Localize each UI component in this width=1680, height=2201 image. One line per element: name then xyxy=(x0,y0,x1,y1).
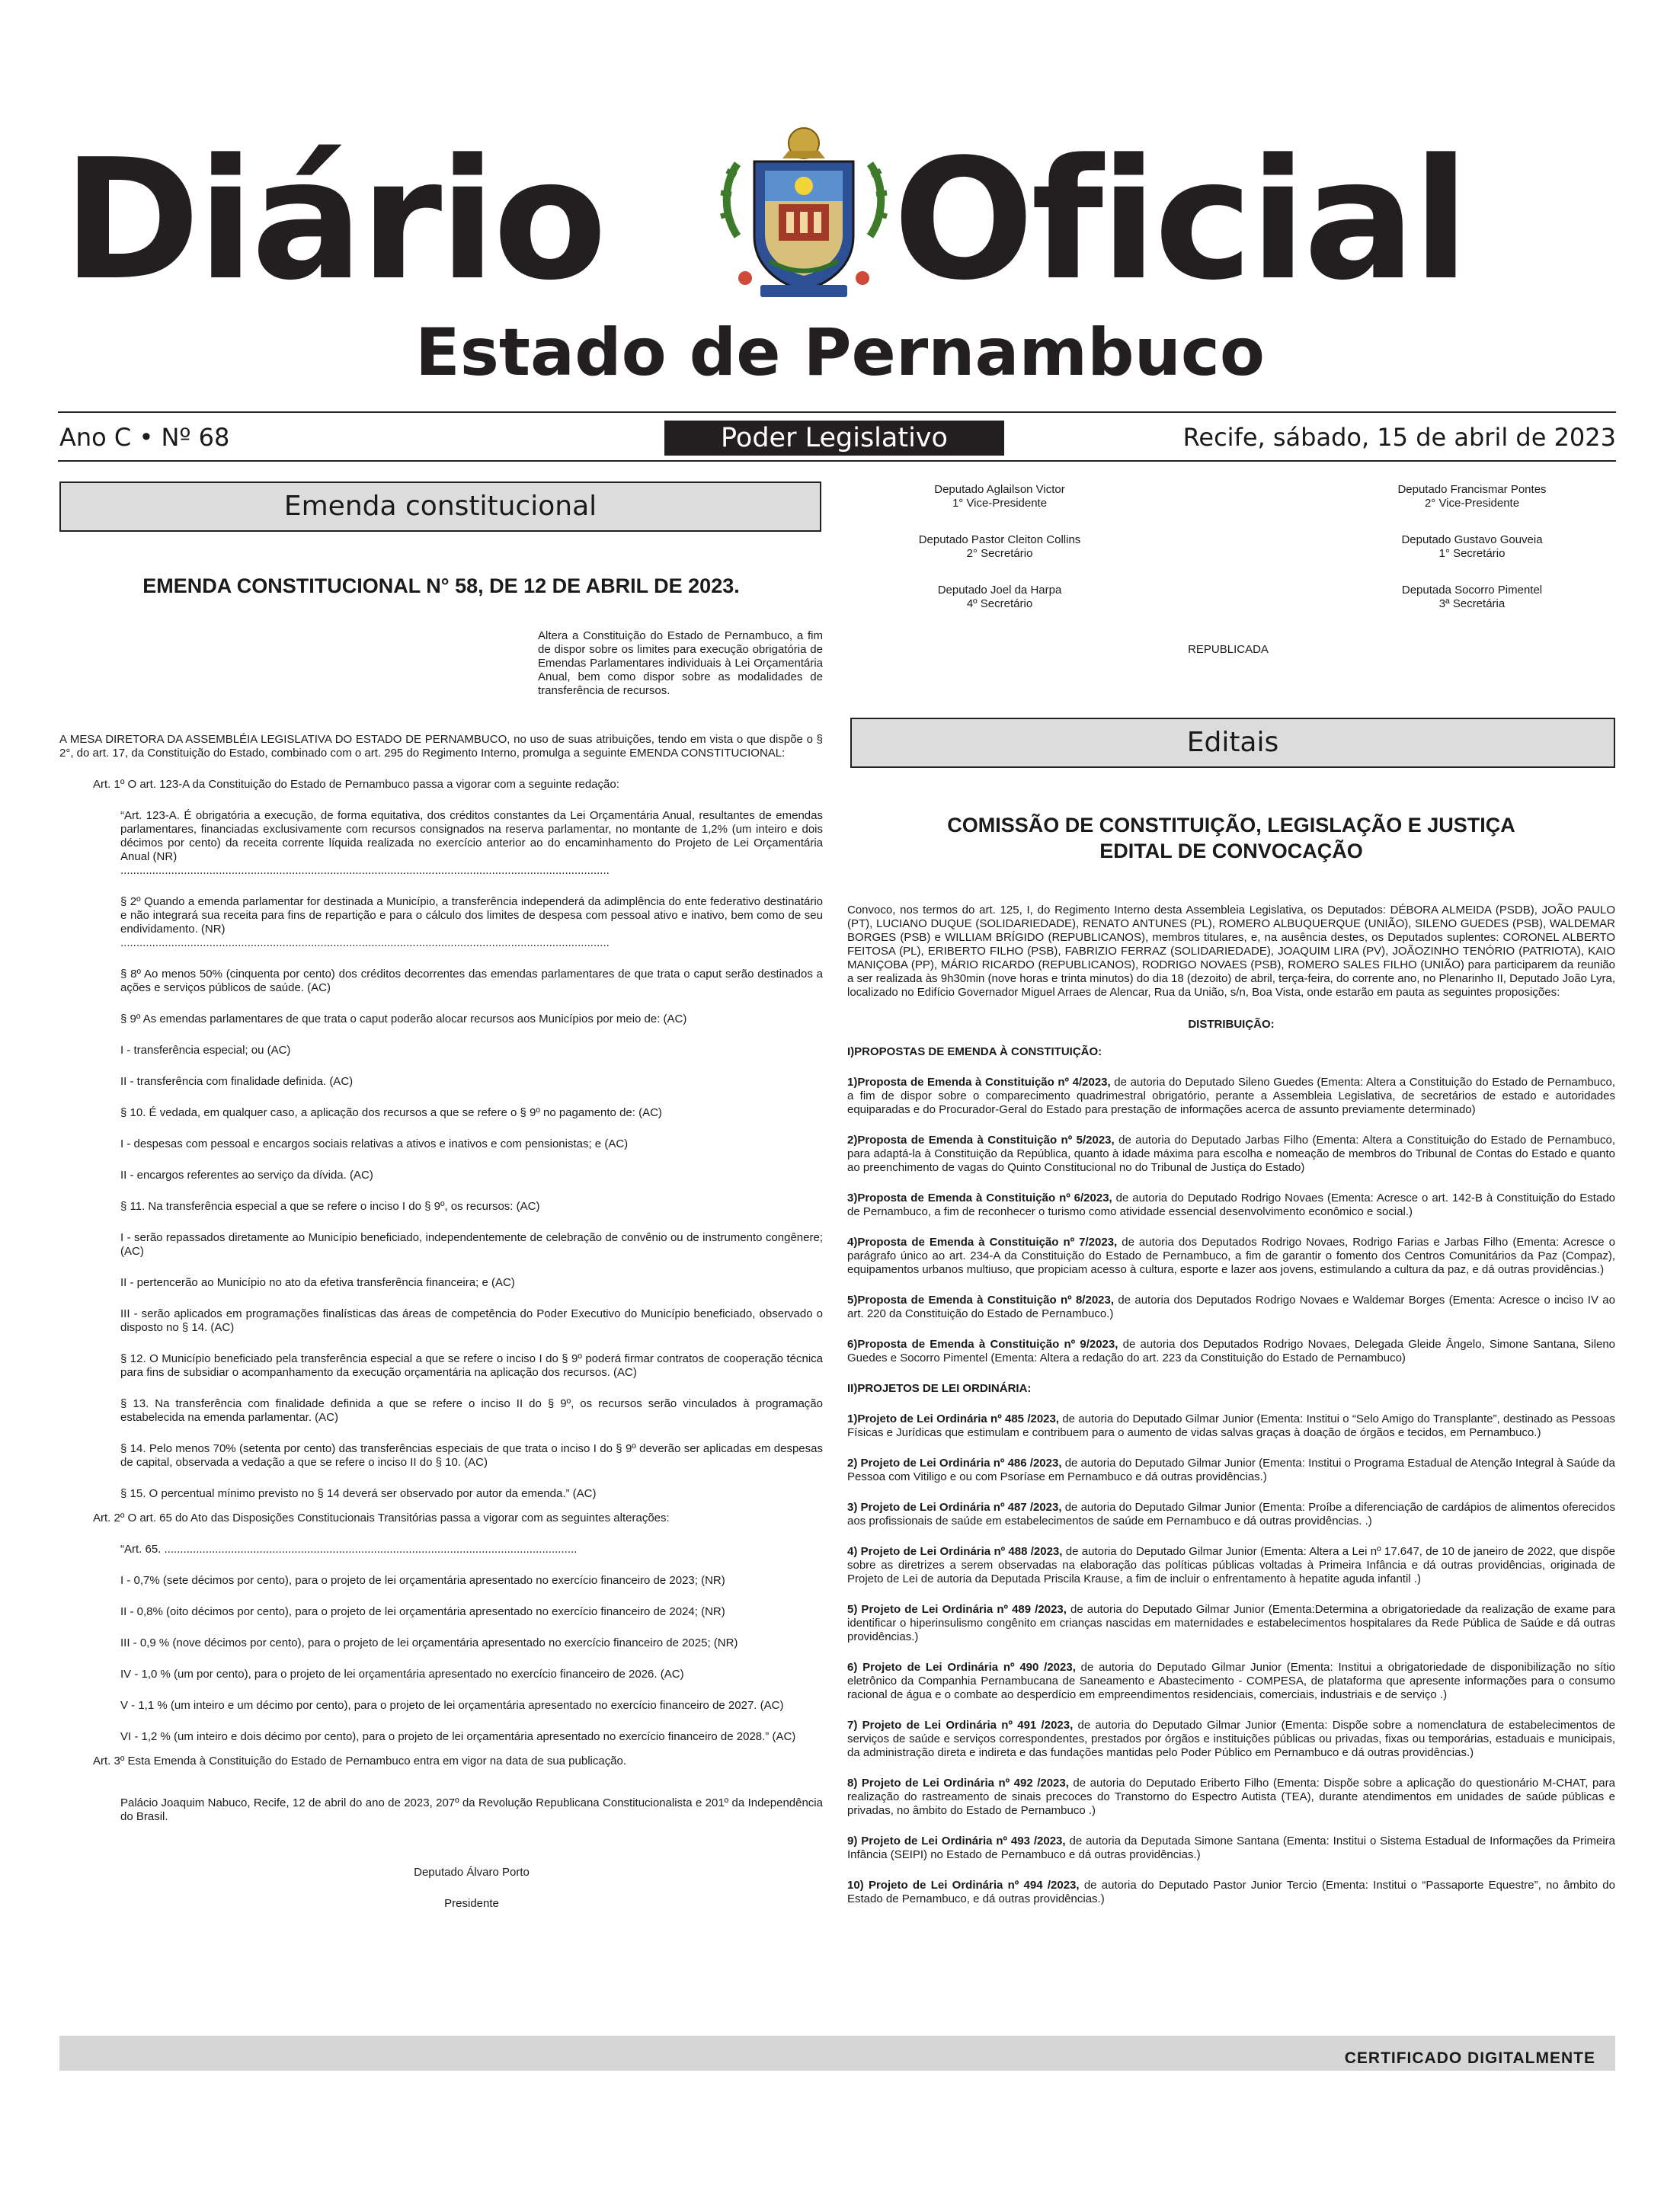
art-65-inciso-2: II - 0,8% (oito décimos por cento), para o projeto de lei orçamentária apresentado no exercício financeiro de 2024; (NR) xyxy=(120,1605,725,1618)
item-text: de autoria do Deputado Sileno Guedes (Ementa: Altera a Constituição do Estado de Pernambuco, a fim de dispor sobre o comparecimento quadrimestral obrigatório, perante a Assembleia Legislativa, de secretários de estado e autoridades equiparadas e do Procurador-Geral do Estado para prestação de informações acerca de assunto previamente determinado) xyxy=(847,1076,1616,1116)
officer-name: Deputado Gustavo Gouveia xyxy=(1401,533,1543,546)
section-header-editais: Editais xyxy=(850,718,1615,768)
issue-number: Ano C • Nº 68 xyxy=(59,423,230,452)
list-item xyxy=(847,1777,1615,1818)
officer-name: Deputado Francismar Pontes xyxy=(1397,483,1547,496)
item-text: de autoria do Deputado Gilmar Junior (Ementa: Dispõe sobre a nomenclatura de estabelecimentos de serviços de saúde e serviços correspondentes, prestados por órgãos e instituições públicas ou privadas, fixas ou temporárias, estaduais e municipais, da administração direta e indireta e das fundações mantidas pelo Poder Público em Pernambuco e dá outras providências.) xyxy=(847,1719,1615,1759)
masthead xyxy=(0,122,1680,320)
edital-heading xyxy=(847,812,1615,864)
list-item xyxy=(847,1192,1615,1219)
convocation-text: Convoco, nos termos do art. 125, I, do Regimento Interno desta Assembleia Legislativa, os Deputados: DÉBORA ALMEIDA (PSDB), JOÃO PAULO (PT), LUCIANO DUQUE (SOLIDARIEDADE), RENATO ANTUNES (PL), ROMERO ALBUQUERQUE (UNIÃO), SILENO GUEDES (PSB), WALDEMAR BORGES (PSB) e WILLIAM BRÍGIDO (REPUBLICANOS), membros titulares, e, na ausência destes, os Deputados suplentes: CORONEL ALBERTO FEITOSA (PL), ERIBERTO FILHO (PSB), FABRIZIO FERRAZ (SOLIDARIEDADE), JOAQUIM LIRA (PV), JOÃOZINHO TENÓRIO (PATRIOTA), KAIO MANIÇOBA (PP), MÁRIO RICARDO (REPUBLICANOS), RODRIGO NOVAES (PSB), ROMERO SALES FILHO (UNIÃO) para participarem da reunião a ser realizada às 9h30min (nove horas e trinta minutos) do dia 18 (dezoito) de abril, terça-feira, do corrente ano, no Plenarinho II, Deputado João Lyra, localizado no Edifício Governador Miguel Arraes de Alencar, Rua da União, s/n, Boa Vista, onde estarão em pauta as seguintes proposições: xyxy=(847,904,1615,999)
list-item xyxy=(847,1457,1615,1484)
item-text: de autoria do Deputado Gilmar Junior (Ementa: Altera a Lei nº 17.647, de 10 de janeiro de 2022, que dispõe sobre as diretrizes a serem observadas na elaboração das políticas públicas voltadas à Primeira Infância e dá outras providências, originada de Projeto de Lei de autoria da Deputada Priscila Krause, a fim de incluir o enfrentamento à hepatite aguda infantil .) xyxy=(847,1545,1615,1585)
art-123a-caput: “Art. 123-A. É obrigatória a execução, de forma equitativa, dos créditos constantes da Lei Orçamentária Anual, resultantes de emendas parlamentares, financiadas exclusivamente com recursos consignados na reserva parlamentar, no montante de 1,2% (um inteiro e dois décimos por cento) da receita corrente líquida realizada no exercício anterior ao do encaminhamento do Projeto de Lei Orçamentária Anual (NR) xyxy=(120,809,823,863)
list-item xyxy=(847,1412,1615,1440)
masthead-title-left: Diário xyxy=(62,124,604,317)
item-text: de autoria dos Deputados Rodrigo Novaes, Delegada Gleide Ângelo, Simone Santana, Sileno Guedes e Socorro Pimentel (Ementa: Altera a redação do art. 223 da Constituição do Estado de Pernambuco) xyxy=(847,1338,1616,1364)
section-badge: Poder Legislativo xyxy=(664,421,1004,456)
item-head: 2)Proposta de Emenda à Constituição nº 5/2023, xyxy=(847,1134,1115,1147)
item-text: de autoria do Deputado Jarbas Filho (Ementa: Altera a Constituição do Estado de Pernambuco, para adaptá-la à Constituição da República, quanto à idade máxima para escolha e nomeação de membros do Tribunal de Contas do Estado e quanto ao preenchimento de vagas do Quinto Constitucional no do Tribunal de Justiça do Estado) xyxy=(847,1134,1615,1174)
list-item xyxy=(847,1719,1615,1760)
art-65-inciso-4: IV - 1,0 % (um por cento), para o projeto de lei orçamentária apresentado no exercício financeiro de 2026. (AC) xyxy=(120,1668,684,1681)
pl-list xyxy=(847,1412,1615,1906)
item-text: de autoria do Deputado Gilmar Junior (Ementa: Institui a obrigatoriedade de disponibilização no sítio eletrônico da Companhia Pernambucana de Saneamento e Abastecimento - COMPESA, de plataforma que apresente informações para o consumo racional de água e o combate ao desperdício em empreendimentos residenciais, comerciais, industriais e de serviço .) xyxy=(847,1661,1615,1701)
item-text: de autoria dos Deputados Rodrigo Novaes e Waldemar Borges (Ementa: Acresce o inciso IV ao art. 220 da Constituição do Estado de Pernambuco.) xyxy=(847,1294,1615,1320)
dots-line: .......................................................................................................................................................... xyxy=(120,936,610,949)
paragraph-15: § 15. O percentual mínimo previsto no § 14 deverá ser observado por autor da emenda.” (AC) xyxy=(120,1487,597,1500)
amendment-title: EMENDA CONSTITUCIONAL N° 58, DE 12 DE ABRIL DE 2023. xyxy=(142,574,740,597)
officer-name: Deputado Pastor Cleiton Collins xyxy=(918,533,1081,546)
amendment-ementa: Altera a Constituição do Estado de Pernambuco, a fim de dispor sobre os limites para execução obrigatória de Emendas Parlamentares individuais à Lei Orçamentária Anual, bem como dispor sobre as modalidades de transferência de recursos. xyxy=(538,629,823,697)
distribution-label: DISTRIBUIÇÃO: xyxy=(1188,1018,1275,1031)
paragraph-10-inciso-1: I - despesas com pessoal e encargos sociais relativas a ativos e inativos e com pensionistas; e (AC) xyxy=(120,1137,629,1150)
amendment-body xyxy=(59,733,823,1911)
header-rule-top xyxy=(58,411,1616,413)
paragraph-11: § 11. Na transferência especial a que se refere o inciso I do § 9º, os recursos: (AC) xyxy=(120,1200,540,1213)
item-head: 6) Projeto de Lei Ordinária nº 490 /2023, xyxy=(847,1661,1076,1674)
officer-role: 1° Vice-Presidente xyxy=(952,497,1048,510)
item-head: 5)Proposta de Emenda à Constituição nº 8/2023, xyxy=(847,1294,1115,1307)
dots-line: .......................................................................................................................................................... xyxy=(120,864,610,877)
art-65-inciso-1: I - 0,7% (sete décimos por cento), para o projeto de lei orçamentária apresentado no exercício financeiro de 2023; (NR) xyxy=(120,1574,725,1587)
paragraph-9-inciso-1: I - transferência especial; ou (AC) xyxy=(120,1044,291,1057)
paragraph-14: § 14. Pelo menos 70% (setenta por cento) das transferências especiais de que trata o inciso I do § 9º deverão ser aplicadas em despesas de capital, observada a vedação a que se refere o inciso II do § 10. (AC) xyxy=(120,1442,823,1469)
officer-4 xyxy=(1358,533,1586,561)
item-text: de autoria dos Deputados Rodrigo Novaes, Rodrigo Farias e Jarbas Filho (Ementa: Acresce o parágrafo único ao art. 234-A da Constituição do Estado de Pernambuco, a fim de garantir o fomento dos Centros Comunitários da Paz (Compaz), equipamentos urbanos multiuso, que propiciam acesso à cultura, esporte e lazer aos jovens, estimulando a cultura da paz, e dá outras providências.) xyxy=(847,1236,1615,1276)
officer-name: Deputada Socorro Pimentel xyxy=(1401,584,1543,597)
list-item xyxy=(847,1501,1615,1528)
paragraph-12: § 12. O Município beneficiado pela transferência especial a que se refere o inciso I do § 9º poderá firmar contratos de cooperação técnica para fins de subsidiar o acompanhamento da execução orçamentária na aplicação dos recursos. (AC) xyxy=(120,1352,823,1379)
item-head: 6)Proposta de Emenda à Constituição nº 9/2023, xyxy=(847,1338,1118,1351)
paragraph-9-inciso-2: II - transferência com finalidade definida. (AC) xyxy=(120,1075,354,1088)
commission-subtitle: EDITAL DE CONVOCAÇÃO xyxy=(1099,840,1363,862)
section-header-emenda: Emenda constitucional xyxy=(59,481,821,532)
item-text: de autoria do Deputado Gilmar Junior (Ementa: Institui o “Selo Amigo do Transplante”, destinado as Pessoas Físicas e Jurídicas que estimulam e contribuem para o aumento de vidas salvas graças à doação de órgãos e tecidos, em Pernambuco.) xyxy=(847,1412,1615,1439)
signature-place-date: Palácio Joaquim Nabuco, Recife, 12 de abril do ano de 2023, 207º da Revolução Republicana Constitucionalista e 201º da Independência do Brasil. xyxy=(120,1796,823,1823)
item-text: de autoria do Deputado Gilmar Junior (Ementa: Proíbe a diferenciação de cardápios de alimentos oferecidos aos profissionais de saúde em estabelecimentos de saúde em Pernambuco e dá outras providências. .) xyxy=(847,1501,1616,1528)
item-head: 1)Projeto de Lei Ordinária nº 485 /2023, xyxy=(847,1412,1060,1425)
item-head: 8) Projeto de Lei Ordinária nº 492 /2023, xyxy=(847,1777,1069,1790)
signer-name: Deputado Álvaro Porto xyxy=(414,1866,530,1879)
item-text: de autoria da Deputada Simone Santana (Ementa: Institui o Sistema Estadual de Informações da Primeira Infância (SEIPI) no Estado de Pernambuco e dá outras providências.) xyxy=(847,1835,1616,1861)
item-head: 10) Projeto de Lei Ordinária nº 494 /2023, xyxy=(847,1879,1080,1892)
list-item xyxy=(847,1294,1615,1321)
item-text: de autoria do Deputado Eriberto Filho (Ementa: Dispõe sobre a aplicação do questionário M-CHAT, para realização do rastreamento de sinais precoces do Transtorno do Espectro Autista (TEA), durante atendimentos em unidades de saúde públicas e privadas, no âmbito do Estado de Pernambuco .) xyxy=(847,1777,1615,1817)
list-item xyxy=(847,1603,1615,1644)
officer-role: 2° Secretário xyxy=(966,547,1033,560)
paragraph-10: § 10. É vedada, em qualquer caso, a aplicação dos recursos a que se refere o § 9º no pagamento de: (AC) xyxy=(120,1106,662,1119)
officer-role: 3ª Secretária xyxy=(1438,597,1506,610)
list-item xyxy=(847,1134,1615,1175)
state-coat-of-arms-icon xyxy=(715,122,893,312)
officer-name: Deputado Joel da Harpa xyxy=(937,584,1062,597)
item-text: de autoria do Deputado Gilmar Junior (Ementa: Institui o Programa Estadual de Atenção Integral à Saúde da Pessoa com Vitiligo e ou com Psoríase em Pernambuco e dá outras providências.) xyxy=(847,1457,1615,1483)
officer-3 xyxy=(885,533,1114,561)
item-head: 7) Projeto de Lei Ordinária nº 491 /2023, xyxy=(847,1719,1074,1732)
masthead-title-right: Oficial xyxy=(893,124,1467,317)
item-head: 3) Projeto de Lei Ordinária nº 487 /2023, xyxy=(847,1501,1062,1514)
list-item xyxy=(847,1835,1615,1862)
paragraph-10-inciso-2: II - encargos referentes ao serviço da dívida. (AC) xyxy=(120,1169,373,1182)
paragraph-11-inciso-1: I - serão repassados diretamente ao Município beneficiado, independentemente de celebração de convênio ou de instrumento congênere; (AC) xyxy=(120,1231,823,1258)
officer-2 xyxy=(1358,483,1586,510)
pec-list xyxy=(847,1076,1615,1365)
list-item xyxy=(847,1338,1615,1365)
art-65-inciso-5: V - 1,1 % (um inteiro e um décimo por cento), para o projeto de lei orçamentária apresentado no exercício financeiro de 2027. (AC) xyxy=(120,1699,784,1712)
item-head: 3)Proposta de Emenda à Constituição nº 6/2023, xyxy=(847,1192,1112,1204)
edital-body xyxy=(847,904,1615,1906)
item-head: 5) Projeto de Lei Ordinária nº 489 /2023, xyxy=(847,1603,1067,1616)
group-heading-pec: I)PROPOSTAS DE EMENDA À CONSTITUIÇÃO: xyxy=(847,1045,1102,1058)
commission-title: COMISSÃO DE CONSTITUIÇÃO, LEGISLAÇÃO E JUSTIÇA xyxy=(947,814,1515,837)
officer-name: Deputado Aglailson Victor xyxy=(934,483,1065,496)
item-head: 1)Proposta de Emenda à Constituição nº 4/2023, xyxy=(847,1076,1111,1089)
publication-date: Recife, sábado, 15 de abril de 2023 xyxy=(1182,423,1616,452)
list-item xyxy=(847,1661,1615,1702)
officer-role: 4º Secretário xyxy=(966,597,1033,610)
officer-5 xyxy=(885,584,1114,611)
paragraph-11-inciso-3: III - serão aplicados em programações finalísticas das áreas de competência do Poder Executivo do Município beneficiado, observado o disposto no § 14. (AC) xyxy=(120,1307,823,1334)
item-head: 4)Proposta de Emenda à Constituição nº 7/2023, xyxy=(847,1236,1118,1249)
article-2: Art. 2º O art. 65 do Ato das Disposições Constitucionais Transitórias passa a vigorar com as seguintes alterações: xyxy=(93,1512,670,1524)
paragraph-13: § 13. Na transferência com finalidade definida a que se refere o inciso II do § 9º, os recursos serão vinculados à programação estabelecida na emenda parlamentar. (AC) xyxy=(120,1397,823,1424)
list-item xyxy=(847,1545,1615,1586)
header-rule-bottom xyxy=(58,460,1616,462)
officer-role: 2° Vice-Presidente xyxy=(1424,497,1520,510)
item-text: de autoria do Deputado Pastor Junior Tercio (Ementa: Institui o “Passaporte Equestre”, no âmbito do Estado de Pernambuco, e dá outras providências.) xyxy=(847,1879,1615,1905)
republicada-note: REPUBLICADA xyxy=(1188,643,1269,656)
art-65-caput: “Art. 65. .................................................................................................................................. xyxy=(120,1543,578,1556)
list-item xyxy=(847,1236,1615,1277)
item-text: de autoria do Deputado Rodrigo Novaes (Ementa: Acresce o art. 142-B à Constituição do Estado de Pernambuco, a fim de reconhecer o turismo como atividade essencial desenvolvimento econômico e social.) xyxy=(847,1192,1616,1218)
masthead-subtitle: Estado de Pernambuco xyxy=(415,315,1265,391)
paragraph-9: § 9º As emendas parlamentares de que trata o caput poderão alocar recursos aos Municípios por meio de: (AC) xyxy=(120,1013,687,1025)
article-3: Art. 3º Esta Emenda à Constituição do Estado de Pernambuco entra em vigor na data de sua publicação. xyxy=(93,1755,627,1768)
officer-1 xyxy=(885,483,1114,510)
article-1: Art. 1º O art. 123-A da Constituição do Estado de Pernambuco passa a vigorar com a seguinte redação: xyxy=(93,778,619,791)
paragraph-8: § 8º Ao menos 50% (cinquenta por cento) dos créditos decorrentes das emendas parlamentares de que trata o caput serão destinados a ações e serviços públicos de saúde. (AC) xyxy=(120,968,823,994)
signer-role: Presidente xyxy=(444,1897,499,1910)
group-heading-pl: II)PROJETOS DE LEI ORDINÁRIA: xyxy=(847,1382,1032,1395)
item-head: 9) Projeto de Lei Ordinária nº 493 /2023, xyxy=(847,1835,1066,1847)
item-head: 4) Projeto de Lei Ordinária nº 488 /2023, xyxy=(847,1545,1063,1558)
officer-role: 1° Secretário xyxy=(1438,547,1506,560)
paragraph-11-inciso-2: II - pertencerão ao Município no ato da efetiva transferência financeira; e (AC) xyxy=(120,1276,515,1289)
preamble: A MESA DIRETORA DA ASSEMBLÉIA LEGISLATIVA DO ESTADO DE PERNAMBUCO, no uso de suas atribuições, tendo em vista o que dispõe o § 2°, do art. 17, da Constituição do Estado, combinado com o art. 295 do Regimento Interno, promulga a seguinte EMENDA CONSTITUCIONAL: xyxy=(59,733,823,760)
officer-6 xyxy=(1358,584,1586,611)
item-text: de autoria do Deputado Gilmar Junior (Ementa:Determina a obrigatoriedade da realização de exame para identificar o hiperinsulismo congênito em crianças nascidas em maternidades e estabelecimentos hospitalares da Rede Pública de Saúde e dá outras providências.) xyxy=(847,1603,1615,1643)
art-65-inciso-3: III - 0,9 % (nove décimos por cento), para o projeto de lei orçamentária apresentado no exercício financeiro de 2025; (NR) xyxy=(120,1636,738,1649)
item-head: 2) Projeto de Lei Ordinária nº 486 /2023, xyxy=(847,1457,1062,1470)
footer-bar xyxy=(59,2036,1615,2071)
digital-certificate-label: CERTIFICADO DIGITALMENTE xyxy=(1344,2049,1595,2067)
art-65-inciso-6: VI - 1,2 % (um inteiro e dois décimo por cento), para o projeto de lei orçamentária apresentado no exercício financeiro de 2028.” (AC) xyxy=(120,1730,796,1743)
list-item xyxy=(847,1879,1615,1906)
list-item xyxy=(847,1076,1615,1117)
paragraph-2: § 2º Quando a emenda parlamentar for destinada a Município, a transferência independerá da adimplência do ente federativo destinatário e não integrará sua receita para fins de repartição e para o cálculo dos limites de despesa com pessoal ativo e inativo, bem como de seu endividamento. (NR) xyxy=(120,895,823,936)
